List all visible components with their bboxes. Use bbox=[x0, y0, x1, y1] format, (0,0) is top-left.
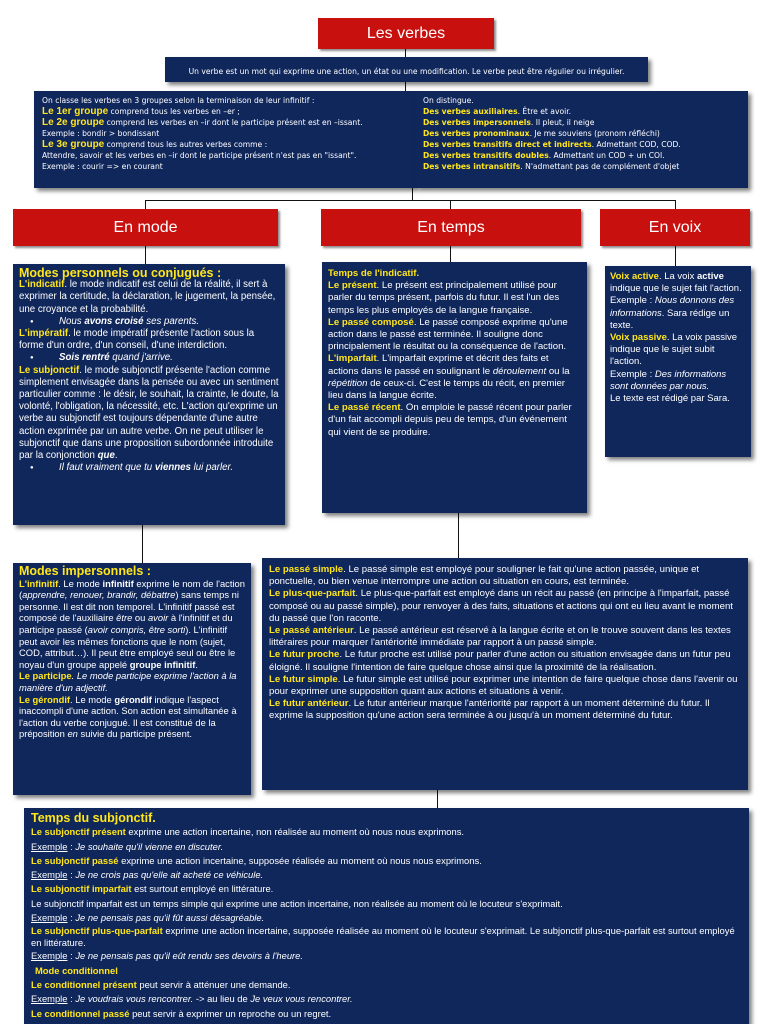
groups-box bbox=[34, 91, 416, 188]
connector-mode-down bbox=[145, 246, 146, 264]
connector-horizontal bbox=[145, 200, 675, 201]
group-3-example: Exemple : courir => en courant bbox=[42, 162, 163, 171]
group-2: Le 2e groupe comprend les verbes en –ir dont le participe présent est en –issant. bbox=[42, 117, 363, 128]
subjonctif-temps-title: Temps du subjonctif. bbox=[31, 811, 156, 825]
distinction-item: Des verbes transitifs direct et indirects. Admettant COD, COD. bbox=[423, 140, 681, 149]
subj-imparfait-line: Le subjonctif imparfait est un temps simple qui exprime une action incertaine, non réalisée au moment où le locuteur s'exprimait. bbox=[31, 897, 563, 909]
temps-item: Le passé simple. Le passé simple est employé pour souligner le fait qu'une action passée, unique et ponctuelle, ou bien venue interrompre une action ou situation en cours, est terminée. bbox=[269, 564, 700, 588]
temps-item: Le passé antérieur. Le passé antérieur est réservé à la langue écrite et on le trouve souvent dans les textes littéraires pour marquer l'antériorité immédiate par rapport à un passé simple. bbox=[269, 625, 731, 649]
passe-compose-def: Le passé composé. Le passé composé exprime qu'une action dans le passé est terminée. Il souligne donc principalement le résultat ou la conséquence de l'action. bbox=[328, 316, 568, 353]
modes-personnels-title: Modes personnels ou conjugués : bbox=[19, 266, 222, 280]
distinction-item: Des verbes pronominaux. Je me souviens (pronom réfléchi) bbox=[423, 129, 660, 138]
subj-present-example: Exemple : Je souhaite qu'il vienne en discuter. bbox=[31, 840, 224, 852]
connector-voix bbox=[675, 200, 676, 209]
subjonctif-example: ● Il faut vraiment que tu viennes lui parler. bbox=[19, 462, 279, 474]
participe-def: Le participe. Le mode participe exprime l'action à la manière d'un adjectif. bbox=[19, 670, 237, 693]
imperatif-def: L'impératif. le mode impératif présente l'action sous la forme d'un ordre, d'un conseil, d'une interdiction. bbox=[19, 328, 255, 352]
conditionnel-title: Mode conditionnel bbox=[35, 964, 118, 976]
voix-box bbox=[605, 266, 751, 457]
group-3: Le 3e groupe comprend tous les autres verbes comme : bbox=[42, 139, 268, 150]
connector-groups-down bbox=[412, 188, 413, 200]
infinitif-def: L'infinitif. Le mode infinitif exprime le nom de l'action (apprendre, renouer, brandir, débattre) sans temps ni personne. Il est dit non temporel. L'infinitif passé est composé de l'auxiliaire être ou avoir à l'infinitif et du participe passé (avoir compris, être sorti). L'infinitif peut avoir les mêmes fonctions que le nom (sujet, COD, attribut…). Il peut être employé seul ou être le noyau d'un groupe appelé groupe infinitif. bbox=[19, 577, 245, 670]
subj-pqp-def: Le subjonctif plus-que-parfait exprime une action incertaine, supposée réalisée au moment où le locuteur s'exprimait. Le subjonctif plus-que-parfait est surtout employé en littérature. bbox=[31, 925, 735, 949]
temps-item: Le futur proche. Le futur proche est utilisé pour parler d'une action ou situation envisagée dans un futur peu éloigné. Il souligne l'intention de faire quelque chose ainsi que la proximité de la réalisation. bbox=[269, 649, 731, 673]
indicatif-example: ● Nous avons croisé ses parents. bbox=[19, 316, 279, 328]
subj-present-def: Le subjonctif présent exprime une action incertaine, non réalisée au moment où nous nous exprimons. bbox=[31, 826, 465, 838]
modes-personnels-box bbox=[13, 264, 285, 525]
cond-passe-def: Le conditionnel passé peut servir à exprimer un reproche ou un regret. bbox=[31, 1007, 332, 1019]
subj-imparfait-example: Exemple : Je ne pensais pas qu'il fût aussi désagréable. bbox=[31, 912, 265, 924]
connector-temps bbox=[450, 200, 451, 209]
distinction-item: Des verbes auxiliaires. Être et avoir. bbox=[423, 107, 572, 116]
groups-intro: On classe les verbes en 3 groupes selon la terminaison de leur infinitif : bbox=[42, 96, 315, 105]
indicatif-temps-box bbox=[322, 262, 587, 513]
temps-item: Le futur simple. Le futur simple est utilisé pour exprimer une intention de faire quelque chose dans l'avenir ou pour exprimer une supposition quant aux actions et situations à venir. bbox=[269, 673, 738, 698]
temps-item: Le plus-que-parfait. Le plus-que-parfait est employé dans un récit au passé (en principe à l'imparfait, passé composé ou au passé simple), pour renvoyer à des faits, situations et actions qui ont eu lieu avant le moment du passé que l'on raconte. bbox=[269, 588, 733, 624]
category-temps: En temps bbox=[321, 209, 581, 246]
voix-passive-example: Exemple : Des informations sont données par nous. bbox=[610, 368, 727, 392]
indicatif-temps-title: Temps de l'indicatif. bbox=[328, 268, 420, 279]
distinction-item: Des verbes impersonnels. Il pleut, il neige bbox=[423, 118, 595, 127]
cond-present-def: Le conditionnel présent peut servir à atténuer une demande. bbox=[31, 978, 291, 990]
indicatif-def: L'indicatif. le mode indicatif est celui de la réalité, il sert à exprimer la certitude, la déclaration, le jugement, la pensée, une croyance et la probabilité. bbox=[19, 279, 276, 315]
connector-def-groups bbox=[405, 82, 406, 91]
subjonctif-def: Le subjonctif. le mode subjonctif présente l'action comme simplement envisagée dans la pensée ou avec un sentiment particulier comme : le désir, le souhait, la crainte, le doute, la volonté, l'obligation, la nécessité, etc. L'action qu'exprime un verbe au subjonctif est toujours dépendante d'une autre action exprimée par un autre verbe. On ne peut utiliser le subjonctif que dans une proposition subordonnée introduite par la conjonction que. bbox=[19, 364, 279, 462]
group-2-example: Exemple : bondir > bondissant bbox=[42, 129, 160, 138]
imparfait-def: L'imparfait. L'imparfait exprime et décrit des faits et actions dans le passé en soulignant le déroulement ou la répétition de ceux-ci. C'est le temps du récit, en premier lieu dans la langue écrite. bbox=[328, 353, 570, 402]
subj-passe-def: Le subjonctif passé exprime une action incertaine, supposée réalisée au moment où nous nous exprimons. bbox=[31, 854, 482, 866]
category-voix: En voix bbox=[600, 209, 750, 246]
imperatif-example: ● Sois rentré quand j'arrive. bbox=[19, 352, 279, 364]
distinction-box bbox=[416, 91, 748, 188]
voix-passive-example-2: Le texte est rédigé par Sara. bbox=[610, 393, 730, 405]
subj-passe-example: Exemple : Je ne crois pas qu'elle ait acheté ce véhicule. bbox=[31, 869, 264, 881]
subjonctif-temps-box bbox=[24, 808, 749, 1024]
temps-item: Le futur antérieur. Le futur antérieur marque l'antériorité par rapport à un moment déterminé du futur. Il exprime la supposition qu'une action sera terminée à ou jusqu'à un moment déterminé du futur. bbox=[269, 698, 710, 722]
gerondif-def: Le gérondif. Le mode gérondif indique l'aspect inaccompli d'une action. Son action est simultanée à l'action du verbe conjugué. Il est constitué de la préposition en suivie du participe présent. bbox=[19, 693, 237, 740]
subj-pqp-example: Exemple : Je ne pensais pas qu'il eût rendu ses devoirs à l'heure. bbox=[31, 950, 303, 962]
modes-impersonnels-box bbox=[13, 563, 251, 795]
title-box bbox=[318, 18, 494, 49]
distinction-item: Des verbes transitifs doubles. Admettant un COD + un COI. bbox=[423, 151, 665, 160]
subj-imparfait-def: Le subjonctif imparfait est surtout employé en littérature. bbox=[31, 883, 274, 895]
connector-temps-down bbox=[450, 246, 451, 262]
connector-temps-passes bbox=[458, 513, 459, 558]
distinction-intro: On distingue. bbox=[423, 96, 474, 105]
passe-recent-def: Le passé récent. On emploie le passé récent pour parler d'un fait accompli depuis peu de temps, d'un événement qui vient de se produire. bbox=[328, 402, 572, 438]
connector-subjonctif bbox=[437, 790, 438, 808]
definition-text: Un verbe est un mot qui exprime une action, un état ou une modification. Le verbe peut être régulier ou irrégulier. bbox=[188, 67, 625, 76]
voix-active-def: Voix active. La voix active indique que le sujet fait l'action. Exemple : Nous donnons des informations. Sara rédige un texte. bbox=[610, 271, 742, 331]
definition-box bbox=[165, 57, 648, 82]
voix-passive-def: Voix passive. La voix passive indique que le sujet subit l'action. bbox=[610, 332, 738, 368]
connector-mode bbox=[145, 200, 146, 209]
group-3-line: Attendre, savoir et les verbes en –ir dont le participe présent n'est pas en "issant". bbox=[42, 151, 357, 160]
connector-title-def bbox=[405, 49, 406, 57]
modes-impersonnels-title: Modes impersonnels : bbox=[19, 564, 151, 578]
distinction-item: Des verbes intransitifs. N'admettant pas de complément d'objet bbox=[423, 162, 680, 171]
connector-modes-impersonnels bbox=[142, 525, 143, 563]
page-title: Les verbes bbox=[366, 24, 446, 42]
connector-voix-down bbox=[675, 246, 676, 266]
group-1: Le 1er groupe comprend tous les verbes en –er ; bbox=[42, 106, 240, 117]
category-mode: En mode bbox=[13, 209, 278, 246]
temps-passes-box bbox=[262, 558, 748, 790]
cond-present-example: Exemple : Je voudrais vous rencontrer. -> au lieu de Je veux vous rencontrer. bbox=[31, 993, 353, 1005]
present-def: Le présent. Le présent est principalement utilisé pour parler du temps présent, parfois du futur. Il est l'un des temps les plus employés de la langue française. bbox=[328, 280, 560, 316]
